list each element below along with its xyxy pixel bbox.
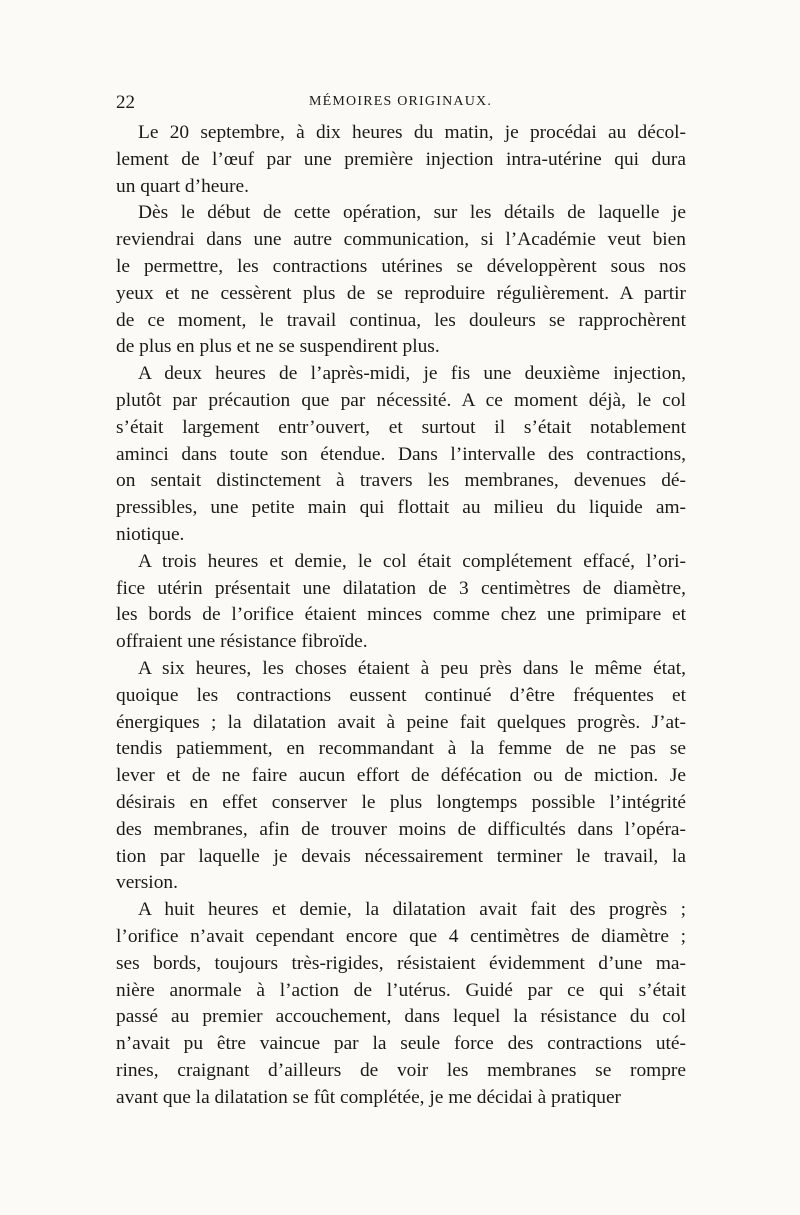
text-line: offraient une résistance fibroïde. — [116, 631, 368, 653]
text-line: Dès le début de cette opération, sur les détails de laquelle je — [138, 202, 686, 224]
text-line: de plus en plus et ne se suspendirent plus. — [116, 336, 440, 358]
text-line: A huit heures et demie, la dilatation avait fait des progrès ; — [138, 899, 686, 921]
paragraph — [116, 361, 686, 549]
text-line: version. — [116, 872, 178, 894]
text-line: on sentait distinctement à travers les membranes, devenues dé- — [116, 470, 686, 492]
text-line: A deux heures de l’après-midi, je fis une deuxième injection, — [138, 363, 686, 385]
text-line: tion par laquelle je devais nécessairement terminer le travail, la — [116, 845, 686, 867]
text-line: le permettre, les contractions utérines se développèrent sous nos — [116, 255, 686, 277]
text-line: quoique les contractions eussent continué d’être fréquentes et — [116, 684, 686, 706]
text-line: s’était largement entr’ouvert, et surtout il s’était notablement — [116, 416, 686, 438]
text-line: avant que la dilatation se fût complétée, je me décidai à pratiquer — [116, 1086, 622, 1108]
body-text — [116, 120, 686, 1111]
text-line: un quart d’heure. — [116, 175, 249, 197]
text-line: yeux et ne cessèrent plus de se reproduire régulièrement. A partir — [116, 282, 686, 304]
page-number: 22 — [116, 92, 135, 113]
text-line: aminci dans toute son étendue. Dans l’intervalle des contractions, — [116, 443, 686, 465]
paragraph — [116, 200, 686, 361]
paragraph — [116, 656, 686, 897]
running-title: MÉMOIRES ORIGINAUX. — [309, 94, 493, 109]
text-line: fice utérin présentait une dilatation de 3 centimètres de diamètre, — [116, 577, 686, 599]
text-line: les bords de l’orifice étaient minces comme chez une primipare et — [116, 604, 686, 626]
text-line: lement de l’œuf par une première injection intra-utérine qui dura — [116, 148, 686, 170]
text-line: niotique. — [116, 523, 185, 545]
text-line: de ce moment, le travail continua, les douleurs se rapprochèrent — [116, 309, 686, 331]
text-line: tendis patiemment, en recommandant à la femme de ne pas se — [116, 738, 686, 760]
text-line: lever et de ne faire aucun effort de défécation ou de miction. Je — [116, 765, 686, 787]
page-header — [116, 92, 686, 120]
text-line: A trois heures et demie, le col était complétement effacé, l’ori- — [138, 550, 686, 572]
text-line: ses bords, toujours très-rigides, résistaient évidemment d’une ma- — [116, 952, 686, 974]
text-line: pressibles, une petite main qui flottait au milieu du liquide am- — [116, 497, 686, 519]
text-line: énergiques ; la dilatation avait à peine fait quelques progrès. J’at- — [116, 711, 686, 733]
text-line: rines, craignant d’ailleurs de voir les membranes se rompre — [116, 1059, 686, 1081]
text-line: plutôt par précaution que par nécessité. A ce moment déjà, le col — [116, 389, 686, 411]
paragraph — [116, 549, 686, 656]
book-page — [116, 92, 686, 1111]
text-line: reviendrai dans une autre communication, si l’Académie veut bien — [116, 229, 686, 251]
text-line: des membranes, afin de trouver moins de difficultés dans l’opéra- — [116, 818, 686, 840]
paragraph — [116, 897, 686, 1111]
text-line: Le 20 septembre, à dix heures du matin, je procédai au décol- — [138, 122, 686, 143]
text-line: passé au premier accouchement, dans lequel la résistance du col — [116, 1006, 686, 1028]
text-line: l’orifice n’avait cependant encore que 4 centimètres de diamètre ; — [116, 925, 686, 947]
text-line: n’avait pu être vaincue par la seule force des contractions uté- — [116, 1033, 686, 1055]
text-line: désirais en effet conserver le plus longtemps possible l’intégrité — [116, 791, 686, 813]
text-line: nière anormale à l’action de l’utérus. Guidé par ce qui s’était — [116, 979, 686, 1001]
text-line: A six heures, les choses étaient à peu près dans le même état, — [138, 657, 686, 679]
paragraph — [116, 120, 686, 200]
